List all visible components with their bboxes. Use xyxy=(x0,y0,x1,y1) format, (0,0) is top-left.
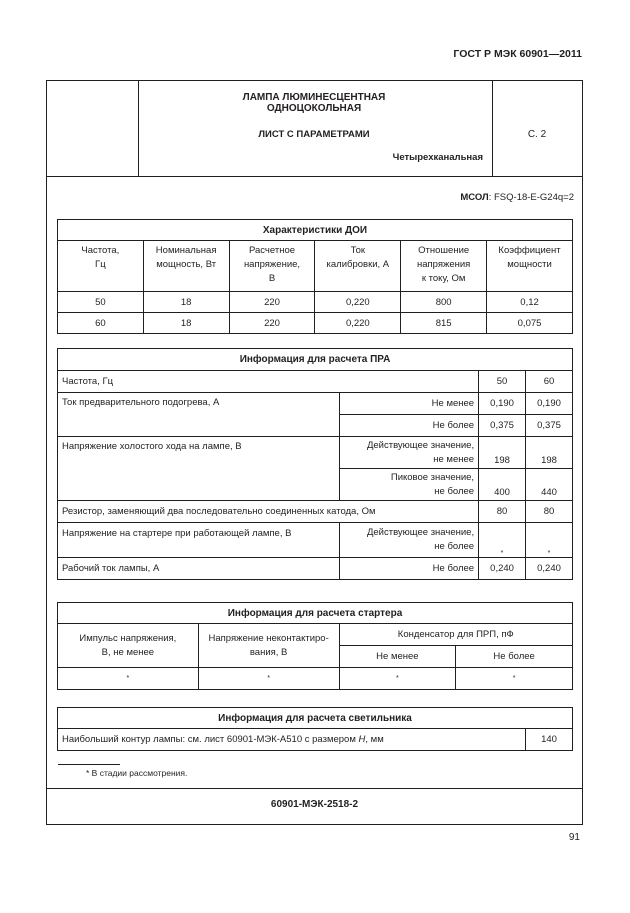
doi-header-line: напряжение, xyxy=(243,259,301,270)
doi-cell: 50 xyxy=(58,292,144,313)
resistor-60: 80 xyxy=(526,501,573,523)
doi-cell: 220 xyxy=(229,292,315,313)
doi-cell: 0,220 xyxy=(315,292,401,313)
luminaire-label-post: , мм xyxy=(365,734,384,745)
doi-header-line: Расчетное xyxy=(248,245,296,256)
doi-header-0 xyxy=(58,241,144,292)
luminaire-title: Информация для расчета светильника xyxy=(58,708,573,729)
title-line-1: ЛАМПА ЛЮМИНЕСЦЕНТНАЯ xyxy=(242,92,386,103)
resistor-50: 80 xyxy=(479,501,526,523)
preheat-max-60: 0,375 xyxy=(526,415,573,437)
pra-table xyxy=(57,348,573,580)
doi-header-line: В xyxy=(268,273,276,284)
page-number: 91 xyxy=(568,832,580,843)
preheat-max-label: Не более xyxy=(340,415,479,437)
standard-header: ГОСТ Р МЭК 60901—2011 xyxy=(453,48,582,60)
designation-label: МСОЛ xyxy=(460,192,489,203)
sheet-title xyxy=(183,92,445,114)
starter-title: Информация для расчета стартера xyxy=(58,603,573,624)
doi-cell: 60 xyxy=(58,313,144,334)
sheet-code: 60901-МЭК-2518-2 xyxy=(270,799,359,810)
titleblock-divider-left xyxy=(138,81,139,176)
capacitor-max-label: Не более xyxy=(456,646,573,668)
doi-cell: 815 xyxy=(401,313,487,334)
designation-value: : FSQ-18-E-G24q=2 xyxy=(488,192,574,203)
lamp-type: Четырехканальная xyxy=(392,152,483,163)
footnote: * В стадии рассмотрения. xyxy=(86,768,188,778)
pra-title: Информация для расчета ПРА xyxy=(58,349,573,371)
current-50: 0,240 xyxy=(479,558,526,580)
resistor-label: Резистор, заменяющий два последовательно соединенных катода, Ом xyxy=(58,501,479,523)
doi-header-line: калибровки, А xyxy=(326,259,390,270)
preheat-max-50: 0,375 xyxy=(479,415,526,437)
starter-value-cap-min: * xyxy=(339,668,456,690)
starter-value-cap-max: * xyxy=(456,668,573,690)
doi-header-line: к току, Ом xyxy=(421,273,466,284)
doi-header-line: мощности xyxy=(507,259,552,270)
starter-col-noncontact xyxy=(198,624,339,668)
capacitor-min-label: Не менее xyxy=(339,646,456,668)
title-line-2: ОДНОЦОКОЛЬНАЯ xyxy=(266,103,362,114)
starter-table xyxy=(57,602,573,690)
luminaire-label-var: H xyxy=(358,734,366,745)
page-ref: С. 2 xyxy=(527,129,547,140)
starter-col-pulse-1: Импульс напряжения, xyxy=(79,632,177,644)
doi-cell: 0,220 xyxy=(315,313,401,334)
luminaire-label-pre: Наибольший контур лампы: см. лист 60901-МЭК-А510 с размером xyxy=(62,734,359,745)
doi-cell: 18 xyxy=(143,292,229,313)
luminaire-value: 140 xyxy=(526,729,573,751)
doi-header-line: Частота, xyxy=(81,245,120,256)
titleblock-bottom-line xyxy=(47,176,582,177)
doi-header-5 xyxy=(487,241,573,292)
doi-header-3 xyxy=(315,241,401,292)
preheat-min-50: 0,190 xyxy=(479,393,526,415)
starter-col-pulse-2: В, не менее xyxy=(101,646,155,658)
designation xyxy=(460,192,574,203)
doi-header-1 xyxy=(143,241,229,292)
starter-voltage-60: * xyxy=(526,523,573,558)
luminaire-label xyxy=(58,729,526,751)
ocv-peak-50: 400 xyxy=(479,469,526,501)
doi-header-line: напряжения xyxy=(416,259,471,270)
doi-header-line: Гц xyxy=(95,259,106,270)
starter-voltage-cond-1: Действующее значение, xyxy=(366,527,475,538)
doi-header-line: Коэффициент xyxy=(498,245,561,256)
ocv-rms-50: 198 xyxy=(479,437,526,469)
doi-cell: 800 xyxy=(401,292,487,313)
current-cond: Не более xyxy=(340,558,479,580)
doi-header-line: Ток xyxy=(350,245,366,256)
preheat-label: Ток предварительного подогрева, А xyxy=(58,393,340,437)
starter-value-noncontact: * xyxy=(198,668,339,690)
doi-header-2 xyxy=(229,241,315,292)
ocv-peak-label-1: Пиковое значение, xyxy=(390,471,475,483)
ocv-rms-label-2: не менее xyxy=(433,453,475,465)
starter-voltage-cond-2: не более xyxy=(434,541,475,552)
freq-60: 60 xyxy=(526,371,573,393)
sheet-subtitle: ЛИСТ С ПАРАМЕТРАМИ xyxy=(258,129,370,140)
starter-voltage-cond xyxy=(340,523,479,558)
ocv-rms-label-1: Действующее значение, xyxy=(366,439,475,451)
starter-value-pulse: * xyxy=(58,668,199,690)
starter-col-noncontact-1: Напряжение неконтактиро- xyxy=(208,632,329,644)
starter-voltage-label: Напряжение на стартере при работающей лампе, В xyxy=(58,523,340,558)
starter-col-noncontact-2: вания, В xyxy=(249,646,288,658)
doi-cell: 18 xyxy=(143,313,229,334)
footnote-rule xyxy=(58,764,120,765)
current-label: Рабочий ток лампы, А xyxy=(58,558,340,580)
freq-50: 50 xyxy=(479,371,526,393)
doi-cell: 220 xyxy=(229,313,315,334)
ocv-rms-60: 198 xyxy=(526,437,573,469)
preheat-min-60: 0,190 xyxy=(526,393,573,415)
ocv-peak-label-2: не более xyxy=(434,485,475,497)
starter-col-pulse xyxy=(58,624,199,668)
doi-cell: 0,12 xyxy=(487,292,573,313)
doi-table xyxy=(57,219,573,334)
ocv-rms-label xyxy=(340,437,479,469)
ocv-peak-label xyxy=(340,469,479,501)
doi-header-4 xyxy=(401,241,487,292)
luminaire-table xyxy=(57,707,573,751)
freq-label: Частота, Гц xyxy=(58,371,479,393)
preheat-min-label: Не менее xyxy=(340,393,479,415)
current-60: 0,240 xyxy=(526,558,573,580)
ocv-peak-60: 440 xyxy=(526,469,573,501)
footer-line xyxy=(47,788,582,789)
doi-header-line: Отношение xyxy=(418,245,470,256)
starter-col-capacitor: Конденсатор для ПРП, пФ xyxy=(339,624,572,646)
doi-header-line: Номинальная xyxy=(155,245,217,256)
doi-title: Характеристики ДОИ xyxy=(58,220,573,241)
doi-cell: 0,075 xyxy=(487,313,573,334)
ocv-label: Напряжение холостого хода на лампе, В xyxy=(58,437,340,501)
doi-header-line: мощность, Вт xyxy=(156,259,217,270)
starter-voltage-50: * xyxy=(479,523,526,558)
